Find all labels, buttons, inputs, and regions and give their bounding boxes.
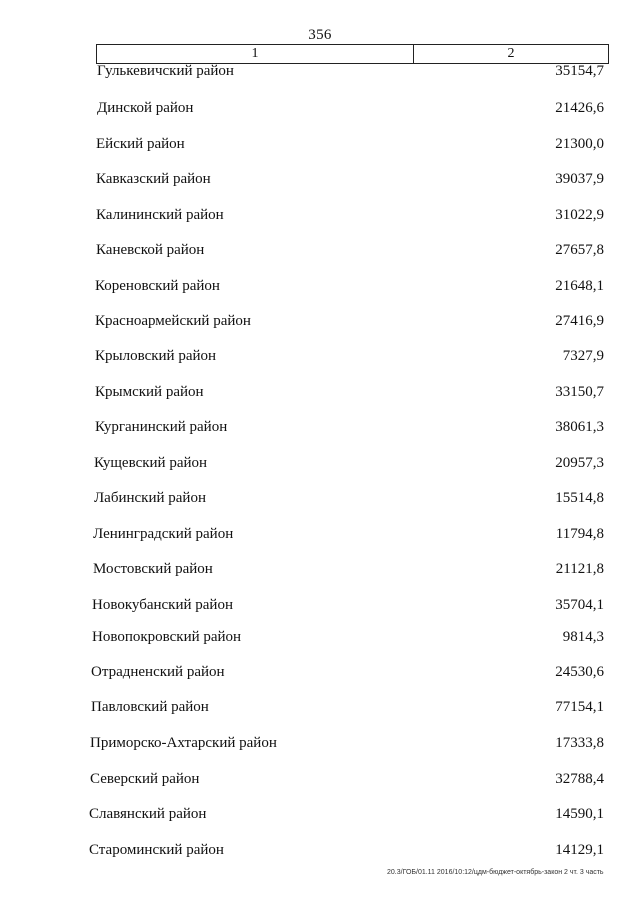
district-value: 7327,9 xyxy=(562,348,604,364)
table-row xyxy=(0,661,640,683)
district-value: 21426,6 xyxy=(555,100,604,116)
table-row xyxy=(0,626,640,648)
district-name: Крыловский район xyxy=(95,348,217,364)
district-name: Северский район xyxy=(90,771,200,787)
district-value: 33150,7 xyxy=(555,384,604,400)
district-name: Староминский район xyxy=(89,842,224,858)
district-name: Ейский район xyxy=(96,136,185,152)
district-value: 35704,1 xyxy=(555,597,604,613)
table-row xyxy=(0,523,640,545)
district-name: Кореновский район xyxy=(95,278,220,294)
district-value: 14590,1 xyxy=(555,806,604,822)
district-value: 32788,4 xyxy=(555,771,604,787)
district-value: 17333,8 xyxy=(555,735,604,751)
district-value: 11794,8 xyxy=(555,526,604,542)
district-value: 31022,9 xyxy=(555,207,604,223)
district-value: 21648,1 xyxy=(555,278,604,294)
table-row xyxy=(0,345,640,367)
table-row xyxy=(0,133,640,155)
table-row xyxy=(0,381,640,403)
table-row xyxy=(0,168,640,190)
district-value: 27416,9 xyxy=(555,313,604,329)
table-row xyxy=(0,310,640,332)
district-value: 14129,1 xyxy=(555,842,604,858)
table-row xyxy=(0,803,640,825)
district-name: Калининский район xyxy=(96,207,224,223)
table-row xyxy=(0,487,640,509)
district-value: 35154,7 xyxy=(555,63,604,79)
table-row xyxy=(0,732,640,754)
table-row xyxy=(0,204,640,226)
district-value: 27657,8 xyxy=(555,242,604,258)
district-value: 77154,1 xyxy=(555,699,604,715)
district-name: Новопокровский район xyxy=(92,629,242,645)
district-value: 39037,9 xyxy=(555,171,604,187)
district-name: Ленинградский район xyxy=(93,526,234,542)
table-row xyxy=(0,558,640,580)
table-row xyxy=(0,452,640,474)
district-name: Славянский район xyxy=(89,806,207,822)
table-row xyxy=(0,416,640,438)
district-name: Новокубанский район xyxy=(92,597,233,613)
table-row xyxy=(0,239,640,261)
district-value: 9814,3 xyxy=(562,629,604,645)
district-name: Отрадненский район xyxy=(91,664,225,680)
district-name: Мостовский район xyxy=(93,561,213,577)
district-name: Приморско-Ахтарский район xyxy=(90,735,277,751)
table-row xyxy=(0,275,640,297)
table-row xyxy=(0,768,640,790)
table-row xyxy=(0,594,640,616)
table-row xyxy=(0,839,640,861)
district-name: Красноармейский район xyxy=(95,313,251,329)
district-name: Крымский район xyxy=(95,384,204,400)
district-value: 24530,6 xyxy=(555,664,604,680)
district-name: Кущевский район xyxy=(94,455,208,471)
page-number: 356 xyxy=(308,27,332,43)
column-header-1: 1 xyxy=(97,45,414,63)
district-value: 21121,8 xyxy=(555,561,604,577)
district-name: Павловский район xyxy=(91,699,209,715)
district-value: 38061,3 xyxy=(555,419,604,435)
district-name: Каневской район xyxy=(96,242,205,258)
table-row xyxy=(0,97,640,119)
table-row xyxy=(0,60,640,82)
district-name: Курганинский район xyxy=(95,419,228,435)
table-row xyxy=(0,696,640,718)
district-name: Гулькевичский район xyxy=(97,63,234,79)
footer-note: 20.3/ГОБ/01.11 2016/10:12/цдм-бюджет-октябрь-закон 2 чт. 3 часть xyxy=(387,869,604,876)
district-value: 21300,0 xyxy=(555,136,604,152)
column-header-2: 2 xyxy=(507,46,515,61)
district-value: 20957,3 xyxy=(555,455,604,471)
district-name: Динской район xyxy=(97,100,194,116)
district-name: Лабинский район xyxy=(94,490,206,506)
district-value: 15514,8 xyxy=(555,490,604,506)
district-name: Кавказский район xyxy=(96,171,211,187)
